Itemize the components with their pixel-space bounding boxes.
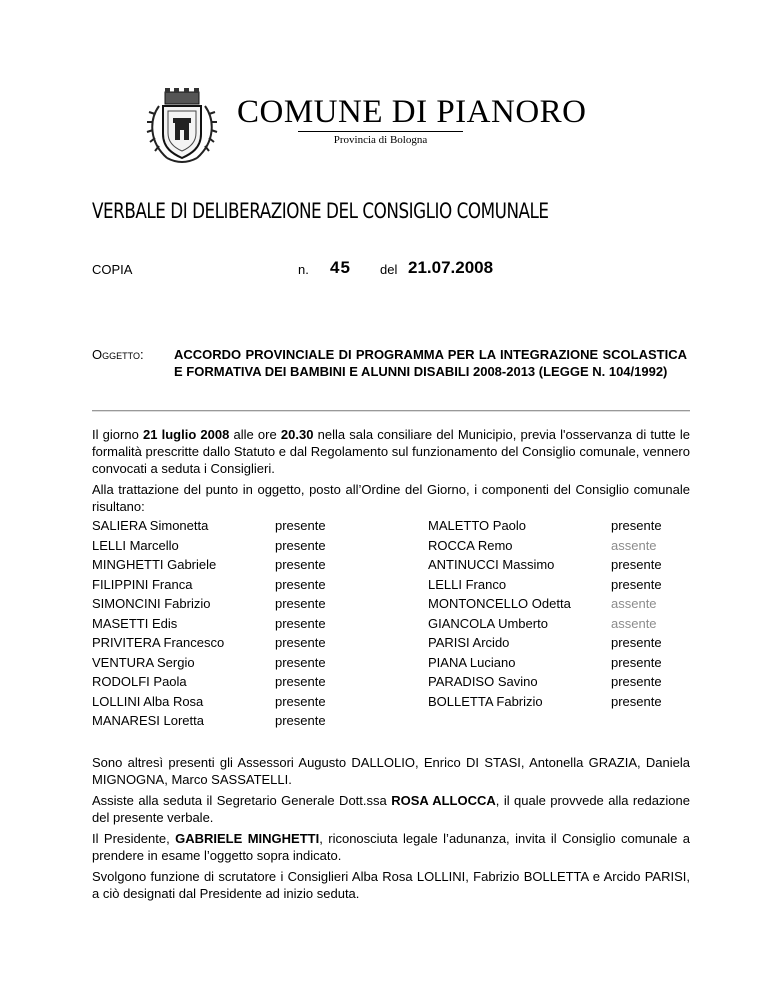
presidente-text-b: , riconosciuta legale l’adunanza, invita il Consiglio comunale a prendere in esame l’oggetto sopra indicato.: [92, 831, 690, 863]
member-row: [428, 556, 748, 576]
date-label: del: [380, 262, 398, 277]
comune-title: COMUNE DI PIANORO: [237, 94, 587, 130]
segretario-name: ROSA ALLOCCA: [391, 793, 496, 808]
member-name: PARADISO Savino: [428, 674, 538, 689]
presidente-name: GABRIELE MINGHETTI: [175, 831, 320, 846]
member-status: presente: [275, 537, 326, 553]
intro-paragraph: [92, 426, 690, 477]
member-status: presente: [275, 615, 326, 631]
presidente-text-a: Il Presidente,: [92, 831, 176, 846]
member-row: [428, 517, 748, 537]
member-name: ROCCA Remo: [428, 537, 513, 553]
member-row: [92, 576, 412, 596]
member-status: presente: [275, 693, 326, 709]
member-status: presente: [275, 635, 326, 650]
member-status: presente: [611, 576, 662, 592]
member-status: presente: [275, 713, 326, 728]
member-status: presente: [275, 596, 326, 611]
attendance-column-right: [428, 517, 748, 712]
scrutatori-paragraph: Svolgono funzione di scrutatore i Consiglieri Alba Rosa LOLLINI, Fabrizio BOLLETTA e Arcido PARISI, a ciò designati dal Presidente ad inizio seduta.: [92, 869, 690, 901]
member-name: MASETTI Edis: [92, 615, 178, 631]
member-status: presente: [611, 518, 662, 533]
attendance-column-left: [92, 517, 412, 732]
member-name: MONTONCELLO Odetta: [428, 596, 571, 611]
coat-of-arms-icon: [145, 84, 219, 166]
attendance-intro: Alla trattazione del punto in oggetto, posto all’Ordine del Giorno, i componenti del Consiglio comunale risultano:: [92, 482, 690, 514]
member-row: [92, 537, 412, 557]
member-row: [428, 634, 748, 654]
member-status: assente: [611, 596, 657, 611]
member-name: RODOLFI Paola: [92, 674, 187, 689]
oggetto-label: Oggetto:: [92, 347, 144, 362]
section-divider: [92, 410, 690, 412]
member-name: LELLI Franco: [428, 576, 507, 592]
member-row: [428, 576, 748, 596]
member-row: [92, 556, 412, 576]
intro-text-c: nella sala consiliare del Municipio, previa l'osservanza di tutte le formalità prescritte dallo Statuto e dal Regolamento sul funzionamento del Consiglio comunale, vennero convocati a seduta i Consiglieri.: [92, 427, 690, 476]
member-status: assente: [611, 615, 657, 631]
member-name: SIMONCINI Fabrizio: [92, 596, 211, 611]
assessori-paragraph: Sono altresì presenti gli Assessori Augusto DALLOLIO, Enrico DI STASI, Antonella GRAZIA, Daniela MIGNOGNA, Marco SASSATELLI.: [92, 755, 690, 787]
member-row: [428, 537, 748, 557]
member-status: presente: [275, 518, 326, 533]
member-row: [428, 654, 748, 674]
member-status: presente: [611, 557, 662, 572]
title-underline: [298, 131, 463, 132]
oggetto-text: ACCORDO PROVINCIALE DI PROGRAMMA PER LA INTEGRAZIONE SCOLASTICA E FORMATIVA DEI BAMBINI E ALUNNI DISABILI 2008-2013 (LEGGE N. 104/1992): [174, 347, 687, 379]
attendance-table: [92, 517, 692, 737]
member-row: [92, 654, 412, 674]
presidente-paragraph: [92, 830, 690, 864]
member-status: presente: [275, 576, 326, 592]
member-name: VENTURA Sergio: [92, 654, 195, 670]
member-status: assente: [611, 537, 657, 553]
member-row: [92, 615, 412, 635]
member-name: MALETTO Paolo: [428, 518, 527, 533]
member-row: [92, 595, 412, 615]
member-row: [92, 517, 412, 537]
intro-text-a: Il giorno: [92, 427, 143, 442]
session-time: 20.30: [280, 427, 314, 442]
segretario-text-a: Assiste alla seduta il Segretario Generale Dott.ssa: [92, 793, 392, 808]
member-name: PARISI Arcido: [428, 635, 510, 650]
copia-label: COPIA: [92, 262, 133, 277]
intro-text-b: alle ore: [229, 427, 281, 442]
member-name: MINGHETTI Gabriele: [92, 557, 217, 572]
document-heading: VERBALE DI DELIBERAZIONE DEL CONSIGLIO COMUNALE: [92, 199, 549, 223]
member-status: presente: [611, 654, 662, 670]
member-row: [428, 693, 748, 713]
member-status: presente: [611, 693, 662, 709]
member-row: [428, 615, 748, 635]
member-status: presente: [611, 674, 662, 689]
member-status: presente: [611, 635, 662, 650]
segretario-text-b: , il quale provvede alla redazione del presente verbale.: [92, 793, 690, 825]
member-row: [92, 712, 412, 732]
session-date: 21 luglio 2008: [142, 427, 230, 442]
member-status: presente: [275, 654, 326, 670]
member-name: PIANA Luciano: [428, 654, 516, 670]
member-row: [428, 673, 748, 693]
member-status: presente: [275, 557, 326, 572]
deliberation-number: 45: [330, 258, 351, 277]
member-name: LOLLINI Alba Rosa: [92, 693, 204, 709]
provincia-subtitle: Provincia di Bologna: [333, 134, 428, 146]
member-name: ANTINUCCI Massimo: [428, 557, 555, 572]
member-name: FILIPPINI Franca: [92, 576, 193, 592]
member-status: presente: [275, 674, 326, 689]
member-name: BOLLETTA Fabrizio: [428, 693, 543, 709]
number-label: n.: [298, 262, 309, 277]
segretario-paragraph: [92, 792, 690, 826]
deliberation-date: 21.07.2008: [408, 258, 494, 277]
member-name: PRIVITERA Francesco: [92, 635, 225, 650]
member-row: [92, 634, 412, 654]
member-row: [92, 693, 412, 713]
member-row: [428, 595, 748, 615]
member-name: GIANCOLA Umberto: [428, 615, 548, 631]
member-name: SALIERA Simonetta: [92, 518, 209, 533]
member-row: [92, 673, 412, 693]
member-name: LELLI Marcello: [92, 537, 179, 553]
member-name: MANARESI Loretta: [92, 713, 204, 728]
